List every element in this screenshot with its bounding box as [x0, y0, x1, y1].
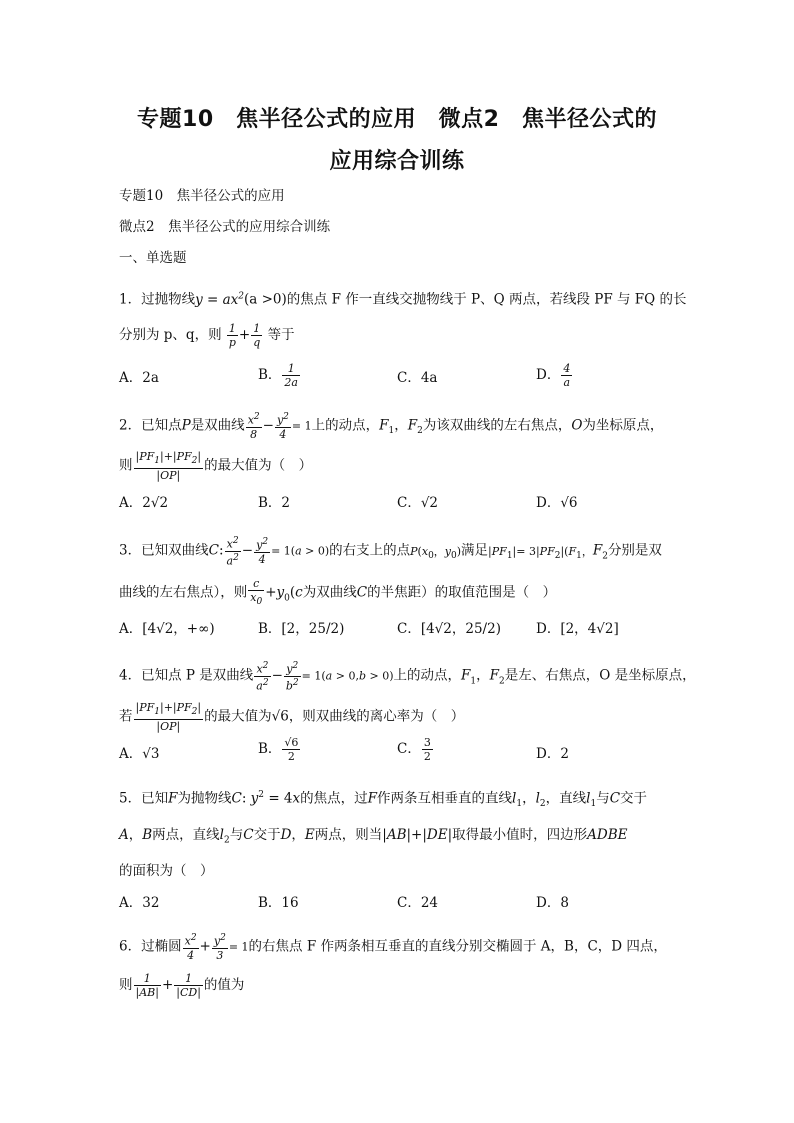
question-5-line3: 的面积为（ ） [119, 863, 214, 879]
q1-equation: $y = ax^2$ [195, 291, 245, 308]
q3-option-a[interactable]: A．[4√2，+∞) [119, 621, 215, 637]
question-6-line2: 则 $\frac{1}{|AB|}$ + $\frac{1}{|CD|}$ 的值为 [119, 972, 245, 999]
q2-option-a[interactable]: A．2√2 [119, 495, 169, 511]
q5-option-d[interactable]: D．8 [536, 895, 569, 911]
question-4-line1: 4．已知点 P 是双曲线 $\frac{x^2}{a^2}$ − $\frac{y^2}{b^2}$ = 1(a > 0,b > 0)上的动点，$F_1$，$F_2$是左、右焦点，O 是坐标原点， [119, 661, 696, 693]
page-title-continued: 应用综合训练 [329, 149, 465, 174]
q5-option-c[interactable]: C．24 [397, 895, 439, 911]
q2-option-d[interactable]: D．√6 [536, 495, 578, 511]
section-heading: 一、单选题 [119, 250, 187, 266]
question-4-line2: 若 $\frac{|PF_1|+|PF_2|}{|OP|}$ 的最大值为√6，则双曲线的离心率为（ ） [119, 701, 465, 734]
q5-option-a[interactable]: A．32 [119, 895, 160, 911]
q3-option-d[interactable]: D．[2，4√2] [536, 621, 619, 637]
topic-label: 专题10 焦半径公式的应用 [119, 188, 285, 204]
question-3-line2: 曲线的左右焦点），则 $\frac{c}{x_0}$ $+y_0(c$为双曲线C的半焦距）的取值范围是（ ） [119, 577, 557, 608]
q1-option-c[interactable]: C．4a [397, 370, 438, 386]
page-title: 专题10 焦半径公式的应用 微点2 焦半径公式的 [137, 107, 657, 132]
q4-option-c[interactable]: C． $\frac{3}{2}$ [397, 736, 431, 763]
question-5-line2: A，B两点，直线$l_2$与C交于D，E两点，则当|AB|+|DE|取得最小值时，四边形ADBE [119, 827, 628, 846]
q1-option-d[interactable]: D． $\frac{4}{a}$ [536, 362, 571, 389]
q5-option-b[interactable]: B．16 [258, 895, 299, 911]
subtopic-label: 微点2 焦半径公式的应用综合训练 [119, 219, 331, 235]
question-3-line1: 3．已知双曲线C: $\frac{x^2}{a^2}$ − $\frac{y^2}{4}$ = 1(a > 0)的右支上的点$P(x_0$，$y_0$)满足$|PF_1|= 3|PF_2|(F_1$，$F_2$分别是双 [119, 536, 662, 568]
question-1-line1: 1．过抛物线$y = ax^2(a >0)$的焦点 F 作一直线交抛物线于 P、Q 两点，若线段 PF 与 FQ 的长 [119, 291, 687, 308]
q2-option-b[interactable]: B．2 [258, 495, 291, 511]
question-1-line2: 分别为 p、q，则 $\frac{1}{p}$ + $\frac{1}{q}$ 等于 [119, 322, 295, 349]
q2-option-c[interactable]: C．√2 [397, 495, 439, 511]
question-5-line1: 5．已知F为抛物线C: $y^2 = 4x$的焦点，过F作两条互相垂直的直线$l_1$，$l_2$，直线$l_1$与C交于 [119, 790, 648, 810]
question-2-line1: 2．已知点P是双曲线 $\frac{x^2}{8}$ − $\frac{y^2}{4}$ = 1上的动点，$F_1$，$F_2$为该双曲线的左右焦点，O为坐标原点， [119, 412, 664, 441]
question-6-line1: 6．过椭圆 $\frac{x^2}{4}$ + $\frac{y^2}{3}$ = 1的右焦点 F 作两条相互垂直的直线分别交椭圆于 A，B，C，D 四点， [119, 933, 667, 962]
q4-option-b[interactable]: B． $\frac{√6}{2}$ [258, 736, 299, 763]
question-2-line2: 则 $\frac{|PF_1|+|PF_2|}{|OP|}$ 的最大值为（ ） [119, 450, 313, 483]
q4-option-d[interactable]: D．2 [536, 746, 569, 762]
q3-option-b[interactable]: B．[2，25/2) [258, 621, 345, 637]
q4-option-a[interactable]: A．√3 [119, 746, 160, 762]
q1-option-b[interactable]: B． $\frac{1}{2a}$ [258, 362, 298, 389]
q3-option-c[interactable]: C．[4√2，25/2) [397, 621, 501, 637]
q1-option-a[interactable]: A．2a [119, 370, 159, 386]
